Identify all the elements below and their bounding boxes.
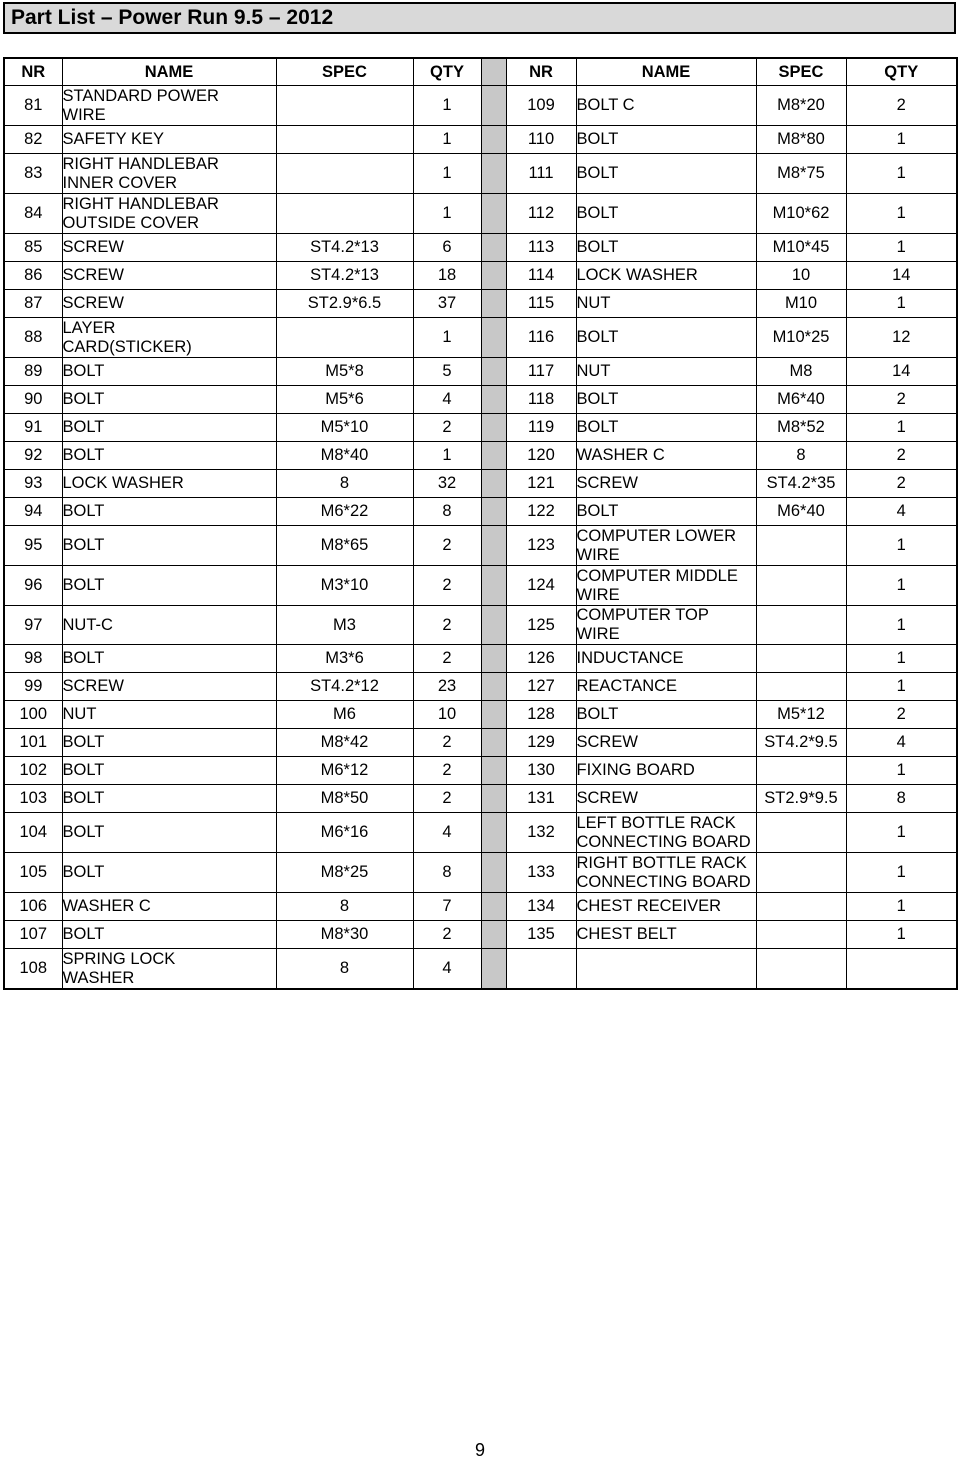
right-spec-cell bbox=[756, 757, 846, 785]
left-name-cell: BOLT bbox=[62, 566, 276, 606]
left-spec-cell bbox=[276, 154, 413, 194]
left-qty-cell: 23 bbox=[413, 673, 481, 701]
table-row bbox=[4, 853, 957, 893]
table-row bbox=[4, 757, 957, 785]
right-spec-cell: M6*40 bbox=[756, 498, 846, 526]
header-spec: SPEC bbox=[276, 58, 413, 86]
column-separator bbox=[481, 673, 506, 701]
right-name-cell bbox=[576, 949, 756, 990]
left-spec-cell: 8 bbox=[276, 893, 413, 921]
table-row bbox=[4, 673, 957, 701]
table-row bbox=[4, 318, 957, 358]
right-name-cell: SCREW bbox=[576, 470, 756, 498]
left-name-cell: BOLT bbox=[62, 386, 276, 414]
parts-table bbox=[3, 57, 958, 990]
left-spec-cell: M5*8 bbox=[276, 358, 413, 386]
left-qty-cell: 6 bbox=[413, 234, 481, 262]
left-spec-cell: M8*50 bbox=[276, 785, 413, 813]
right-qty-cell: 1 bbox=[846, 921, 957, 949]
right-spec-cell: M8*80 bbox=[756, 126, 846, 154]
left-name-cell: STANDARD POWER WIRE bbox=[62, 86, 276, 126]
left-nr-cell: 84 bbox=[4, 194, 62, 234]
left-spec-cell: M5*6 bbox=[276, 386, 413, 414]
left-spec-cell: M8*40 bbox=[276, 442, 413, 470]
left-nr-cell: 106 bbox=[4, 893, 62, 921]
right-nr-cell: 133 bbox=[506, 853, 576, 893]
right-name-cell: BOLT bbox=[576, 386, 756, 414]
left-name-cell: BOLT bbox=[62, 921, 276, 949]
header-spec-right: SPEC bbox=[756, 58, 846, 86]
left-qty-cell: 8 bbox=[413, 498, 481, 526]
right-nr-cell: 124 bbox=[506, 566, 576, 606]
right-spec-cell: 10 bbox=[756, 262, 846, 290]
left-nr-cell: 96 bbox=[4, 566, 62, 606]
column-separator bbox=[481, 262, 506, 290]
right-spec-cell bbox=[756, 949, 846, 990]
right-nr-cell: 114 bbox=[506, 262, 576, 290]
left-qty-cell: 5 bbox=[413, 358, 481, 386]
right-qty-cell: 4 bbox=[846, 498, 957, 526]
left-qty-cell: 1 bbox=[413, 318, 481, 358]
left-name-cell: BOLT bbox=[62, 757, 276, 785]
right-spec-cell: ST4.2*9.5 bbox=[756, 729, 846, 757]
left-nr-cell: 87 bbox=[4, 290, 62, 318]
left-nr-cell: 105 bbox=[4, 853, 62, 893]
right-spec-cell: 8 bbox=[756, 442, 846, 470]
right-qty-cell: 1 bbox=[846, 126, 957, 154]
right-spec-cell: M8*52 bbox=[756, 414, 846, 442]
column-separator bbox=[481, 470, 506, 498]
right-name-cell: COMPUTER TOP WIRE bbox=[576, 606, 756, 645]
column-separator bbox=[481, 194, 506, 234]
right-qty-cell: 12 bbox=[846, 318, 957, 358]
right-name-cell: CHEST BELT bbox=[576, 921, 756, 949]
table-row bbox=[4, 86, 957, 126]
left-spec-cell: M6 bbox=[276, 701, 413, 729]
right-name-cell: COMPUTER LOWER WIRE bbox=[576, 526, 756, 566]
right-spec-cell bbox=[756, 673, 846, 701]
right-qty-cell bbox=[846, 949, 957, 990]
left-nr-cell: 93 bbox=[4, 470, 62, 498]
right-name-cell: REACTANCE bbox=[576, 673, 756, 701]
left-spec-cell: M8*30 bbox=[276, 921, 413, 949]
right-qty-cell: 1 bbox=[846, 566, 957, 606]
left-nr-cell: 98 bbox=[4, 645, 62, 673]
table-row bbox=[4, 785, 957, 813]
right-qty-cell: 1 bbox=[846, 645, 957, 673]
right-qty-cell: 1 bbox=[846, 606, 957, 645]
left-qty-cell: 18 bbox=[413, 262, 481, 290]
right-spec-cell: M8*75 bbox=[756, 154, 846, 194]
right-name-cell: RIGHT BOTTLE RACK CONNECTING BOARD bbox=[576, 853, 756, 893]
column-separator bbox=[481, 498, 506, 526]
left-nr-cell: 92 bbox=[4, 442, 62, 470]
column-separator bbox=[481, 358, 506, 386]
left-name-cell: BOLT bbox=[62, 526, 276, 566]
column-separator bbox=[481, 785, 506, 813]
table-row bbox=[4, 470, 957, 498]
right-qty-cell: 2 bbox=[846, 86, 957, 126]
table-row bbox=[4, 498, 957, 526]
page-title: Part List – Power Run 9.5 – 2012 bbox=[3, 2, 956, 34]
left-name-cell: BOLT bbox=[62, 645, 276, 673]
left-qty-cell: 2 bbox=[413, 785, 481, 813]
right-name-cell: INDUCTANCE bbox=[576, 645, 756, 673]
left-nr-cell: 102 bbox=[4, 757, 62, 785]
left-nr-cell: 86 bbox=[4, 262, 62, 290]
left-name-cell: BOLT bbox=[62, 358, 276, 386]
left-qty-cell: 7 bbox=[413, 893, 481, 921]
table-row bbox=[4, 813, 957, 853]
left-qty-cell: 2 bbox=[413, 645, 481, 673]
left-spec-cell: M3 bbox=[276, 606, 413, 645]
left-nr-cell: 81 bbox=[4, 86, 62, 126]
left-name-cell: BOLT bbox=[62, 498, 276, 526]
left-qty-cell: 10 bbox=[413, 701, 481, 729]
left-spec-cell: M8*25 bbox=[276, 853, 413, 893]
right-spec-cell: ST4.2*35 bbox=[756, 470, 846, 498]
right-qty-cell: 2 bbox=[846, 386, 957, 414]
left-nr-cell: 85 bbox=[4, 234, 62, 262]
right-spec-cell bbox=[756, 921, 846, 949]
left-qty-cell: 4 bbox=[413, 386, 481, 414]
left-qty-cell: 2 bbox=[413, 921, 481, 949]
column-separator bbox=[481, 154, 506, 194]
right-spec-cell bbox=[756, 606, 846, 645]
left-qty-cell: 4 bbox=[413, 813, 481, 853]
column-separator bbox=[481, 526, 506, 566]
right-nr-cell: 121 bbox=[506, 470, 576, 498]
left-qty-cell: 2 bbox=[413, 757, 481, 785]
left-nr-cell: 99 bbox=[4, 673, 62, 701]
left-nr-cell: 95 bbox=[4, 526, 62, 566]
right-qty-cell: 1 bbox=[846, 853, 957, 893]
right-nr-cell: 132 bbox=[506, 813, 576, 853]
right-nr-cell: 117 bbox=[506, 358, 576, 386]
header-qty-right: QTY bbox=[846, 58, 957, 86]
header-nr-right: NR bbox=[506, 58, 576, 86]
left-name-cell: BOLT bbox=[62, 785, 276, 813]
right-nr-cell: 115 bbox=[506, 290, 576, 318]
right-spec-cell bbox=[756, 853, 846, 893]
left-spec-cell: M6*12 bbox=[276, 757, 413, 785]
left-name-cell: SAFETY KEY bbox=[62, 126, 276, 154]
header-name-right: NAME bbox=[576, 58, 756, 86]
left-spec-cell: 8 bbox=[276, 470, 413, 498]
table-row bbox=[4, 262, 957, 290]
right-spec-cell: M10*25 bbox=[756, 318, 846, 358]
table-row bbox=[4, 701, 957, 729]
right-spec-cell bbox=[756, 566, 846, 606]
left-nr-cell: 108 bbox=[4, 949, 62, 990]
right-name-cell: BOLT bbox=[576, 498, 756, 526]
left-spec-cell: M8*65 bbox=[276, 526, 413, 566]
left-qty-cell: 2 bbox=[413, 729, 481, 757]
right-nr-cell: 123 bbox=[506, 526, 576, 566]
column-separator bbox=[481, 58, 506, 86]
table-row bbox=[4, 386, 957, 414]
left-name-cell: BOLT bbox=[62, 813, 276, 853]
column-separator bbox=[481, 921, 506, 949]
right-name-cell: BOLT C bbox=[576, 86, 756, 126]
right-spec-cell: M8 bbox=[756, 358, 846, 386]
right-nr-cell: 119 bbox=[506, 414, 576, 442]
right-name-cell: BOLT bbox=[576, 234, 756, 262]
column-separator bbox=[481, 606, 506, 645]
column-separator bbox=[481, 949, 506, 990]
right-spec-cell: M10*62 bbox=[756, 194, 846, 234]
right-name-cell: NUT bbox=[576, 290, 756, 318]
left-nr-cell: 100 bbox=[4, 701, 62, 729]
column-separator bbox=[481, 126, 506, 154]
left-name-cell: NUT bbox=[62, 701, 276, 729]
left-nr-cell: 107 bbox=[4, 921, 62, 949]
left-nr-cell: 101 bbox=[4, 729, 62, 757]
left-name-cell: NUT-C bbox=[62, 606, 276, 645]
left-name-cell: SPRING LOCK WASHER bbox=[62, 949, 276, 990]
left-qty-cell: 2 bbox=[413, 526, 481, 566]
left-spec-cell: M3*6 bbox=[276, 645, 413, 673]
left-qty-cell: 1 bbox=[413, 126, 481, 154]
column-separator bbox=[481, 757, 506, 785]
right-spec-cell: M5*12 bbox=[756, 701, 846, 729]
left-qty-cell: 1 bbox=[413, 86, 481, 126]
right-name-cell: COMPUTER MIDDLE WIRE bbox=[576, 566, 756, 606]
right-name-cell: LEFT BOTTLE RACK CONNECTING BOARD bbox=[576, 813, 756, 853]
right-nr-cell: 125 bbox=[506, 606, 576, 645]
right-qty-cell: 1 bbox=[846, 414, 957, 442]
right-nr-cell: 130 bbox=[506, 757, 576, 785]
right-qty-cell: 4 bbox=[846, 729, 957, 757]
left-nr-cell: 83 bbox=[4, 154, 62, 194]
right-name-cell: WASHER C bbox=[576, 442, 756, 470]
left-name-cell: BOLT bbox=[62, 729, 276, 757]
column-separator bbox=[481, 318, 506, 358]
right-spec-cell: M6*40 bbox=[756, 386, 846, 414]
left-spec-cell: M3*10 bbox=[276, 566, 413, 606]
left-name-cell: BOLT bbox=[62, 442, 276, 470]
left-spec-cell: ST4.2*13 bbox=[276, 234, 413, 262]
table-row bbox=[4, 645, 957, 673]
right-qty-cell: 8 bbox=[846, 785, 957, 813]
right-qty-cell: 1 bbox=[846, 893, 957, 921]
left-nr-cell: 90 bbox=[4, 386, 62, 414]
table-header-row bbox=[4, 58, 957, 86]
column-separator bbox=[481, 290, 506, 318]
left-name-cell: RIGHT HANDLEBAR OUTSIDE COVER bbox=[62, 194, 276, 234]
right-spec-cell: M10*45 bbox=[756, 234, 846, 262]
right-name-cell: BOLT bbox=[576, 194, 756, 234]
left-nr-cell: 97 bbox=[4, 606, 62, 645]
left-nr-cell: 91 bbox=[4, 414, 62, 442]
right-qty-cell: 1 bbox=[846, 526, 957, 566]
right-name-cell: BOLT bbox=[576, 126, 756, 154]
left-spec-cell: M6*16 bbox=[276, 813, 413, 853]
right-qty-cell: 1 bbox=[846, 757, 957, 785]
right-qty-cell: 1 bbox=[846, 154, 957, 194]
left-spec-cell: ST4.2*12 bbox=[276, 673, 413, 701]
right-nr-cell: 112 bbox=[506, 194, 576, 234]
left-name-cell: SCREW bbox=[62, 262, 276, 290]
left-qty-cell: 1 bbox=[413, 442, 481, 470]
right-qty-cell: 2 bbox=[846, 442, 957, 470]
left-name-cell: WASHER C bbox=[62, 893, 276, 921]
right-qty-cell: 2 bbox=[846, 701, 957, 729]
table-row bbox=[4, 921, 957, 949]
table-row bbox=[4, 358, 957, 386]
left-name-cell: LAYER CARD(STICKER) bbox=[62, 318, 276, 358]
left-nr-cell: 82 bbox=[4, 126, 62, 154]
left-qty-cell: 2 bbox=[413, 414, 481, 442]
header-nr: NR bbox=[4, 58, 62, 86]
right-qty-cell: 1 bbox=[846, 813, 957, 853]
left-qty-cell: 4 bbox=[413, 949, 481, 990]
right-qty-cell: 14 bbox=[846, 358, 957, 386]
column-separator bbox=[481, 729, 506, 757]
left-spec-cell: M6*22 bbox=[276, 498, 413, 526]
left-qty-cell: 32 bbox=[413, 470, 481, 498]
right-nr-cell: 131 bbox=[506, 785, 576, 813]
left-qty-cell: 2 bbox=[413, 566, 481, 606]
left-name-cell: BOLT bbox=[62, 414, 276, 442]
right-spec-cell bbox=[756, 526, 846, 566]
right-spec-cell bbox=[756, 893, 846, 921]
right-nr-cell: 116 bbox=[506, 318, 576, 358]
right-nr-cell: 110 bbox=[506, 126, 576, 154]
left-nr-cell: 89 bbox=[4, 358, 62, 386]
right-name-cell: BOLT bbox=[576, 414, 756, 442]
left-name-cell: BOLT bbox=[62, 853, 276, 893]
right-spec-cell: ST2.9*9.5 bbox=[756, 785, 846, 813]
right-name-cell: BOLT bbox=[576, 701, 756, 729]
table-row bbox=[4, 526, 957, 566]
header-qty: QTY bbox=[413, 58, 481, 86]
table-row bbox=[4, 126, 957, 154]
table-row bbox=[4, 154, 957, 194]
left-qty-cell: 1 bbox=[413, 154, 481, 194]
right-nr-cell: 109 bbox=[506, 86, 576, 126]
header-name: NAME bbox=[62, 58, 276, 86]
right-name-cell: CHEST RECEIVER bbox=[576, 893, 756, 921]
column-separator bbox=[481, 853, 506, 893]
column-separator bbox=[481, 234, 506, 262]
left-spec-cell bbox=[276, 318, 413, 358]
right-qty-cell: 14 bbox=[846, 262, 957, 290]
left-spec-cell: ST2.9*6.5 bbox=[276, 290, 413, 318]
table-row bbox=[4, 194, 957, 234]
column-separator bbox=[481, 414, 506, 442]
left-spec-cell: M5*10 bbox=[276, 414, 413, 442]
column-separator bbox=[481, 386, 506, 414]
table-row bbox=[4, 729, 957, 757]
right-name-cell: FIXING BOARD bbox=[576, 757, 756, 785]
column-separator bbox=[481, 442, 506, 470]
left-nr-cell: 104 bbox=[4, 813, 62, 853]
right-name-cell: LOCK WASHER bbox=[576, 262, 756, 290]
left-spec-cell: ST4.2*13 bbox=[276, 262, 413, 290]
right-spec-cell bbox=[756, 813, 846, 853]
table-row bbox=[4, 442, 957, 470]
right-nr-cell: 113 bbox=[506, 234, 576, 262]
left-qty-cell: 1 bbox=[413, 194, 481, 234]
column-separator bbox=[481, 86, 506, 126]
left-qty-cell: 37 bbox=[413, 290, 481, 318]
right-nr-cell: 126 bbox=[506, 645, 576, 673]
page-number: 9 bbox=[474, 1440, 485, 1460]
table-row bbox=[4, 893, 957, 921]
left-qty-cell: 8 bbox=[413, 853, 481, 893]
left-spec-cell bbox=[276, 194, 413, 234]
right-qty-cell: 1 bbox=[846, 194, 957, 234]
right-nr-cell: 111 bbox=[506, 154, 576, 194]
right-nr-cell: 122 bbox=[506, 498, 576, 526]
right-nr-cell: 129 bbox=[506, 729, 576, 757]
right-qty-cell: 1 bbox=[846, 673, 957, 701]
right-nr-cell: 127 bbox=[506, 673, 576, 701]
left-name-cell: SCREW bbox=[62, 673, 276, 701]
right-nr-cell: 135 bbox=[506, 921, 576, 949]
right-nr-cell: 128 bbox=[506, 701, 576, 729]
table-row bbox=[4, 414, 957, 442]
right-spec-cell bbox=[756, 645, 846, 673]
table-row bbox=[4, 290, 957, 318]
right-nr-cell: 134 bbox=[506, 893, 576, 921]
left-spec-cell: M8*42 bbox=[276, 729, 413, 757]
table-row bbox=[4, 566, 957, 606]
left-name-cell: RIGHT HANDLEBAR INNER COVER bbox=[62, 154, 276, 194]
right-nr-cell bbox=[506, 949, 576, 990]
table-row bbox=[4, 606, 957, 645]
left-spec-cell bbox=[276, 126, 413, 154]
left-name-cell: LOCK WASHER bbox=[62, 470, 276, 498]
column-separator bbox=[481, 701, 506, 729]
table-row bbox=[4, 949, 957, 990]
left-nr-cell: 88 bbox=[4, 318, 62, 358]
left-spec-cell bbox=[276, 86, 413, 126]
table-row bbox=[4, 234, 957, 262]
left-spec-cell: 8 bbox=[276, 949, 413, 990]
right-name-cell: BOLT bbox=[576, 154, 756, 194]
left-name-cell: SCREW bbox=[62, 234, 276, 262]
right-name-cell: NUT bbox=[576, 358, 756, 386]
right-name-cell: SCREW bbox=[576, 785, 756, 813]
left-nr-cell: 103 bbox=[4, 785, 62, 813]
right-nr-cell: 118 bbox=[506, 386, 576, 414]
column-separator bbox=[481, 813, 506, 853]
column-separator bbox=[481, 566, 506, 606]
right-nr-cell: 120 bbox=[506, 442, 576, 470]
right-name-cell: SCREW bbox=[576, 729, 756, 757]
right-name-cell: BOLT bbox=[576, 318, 756, 358]
left-qty-cell: 2 bbox=[413, 606, 481, 645]
column-separator bbox=[481, 645, 506, 673]
column-separator bbox=[481, 893, 506, 921]
right-spec-cell: M10 bbox=[756, 290, 846, 318]
right-qty-cell: 2 bbox=[846, 470, 957, 498]
right-qty-cell: 1 bbox=[846, 234, 957, 262]
right-spec-cell: M8*20 bbox=[756, 86, 846, 126]
right-qty-cell: 1 bbox=[846, 290, 957, 318]
left-nr-cell: 94 bbox=[4, 498, 62, 526]
left-name-cell: SCREW bbox=[62, 290, 276, 318]
